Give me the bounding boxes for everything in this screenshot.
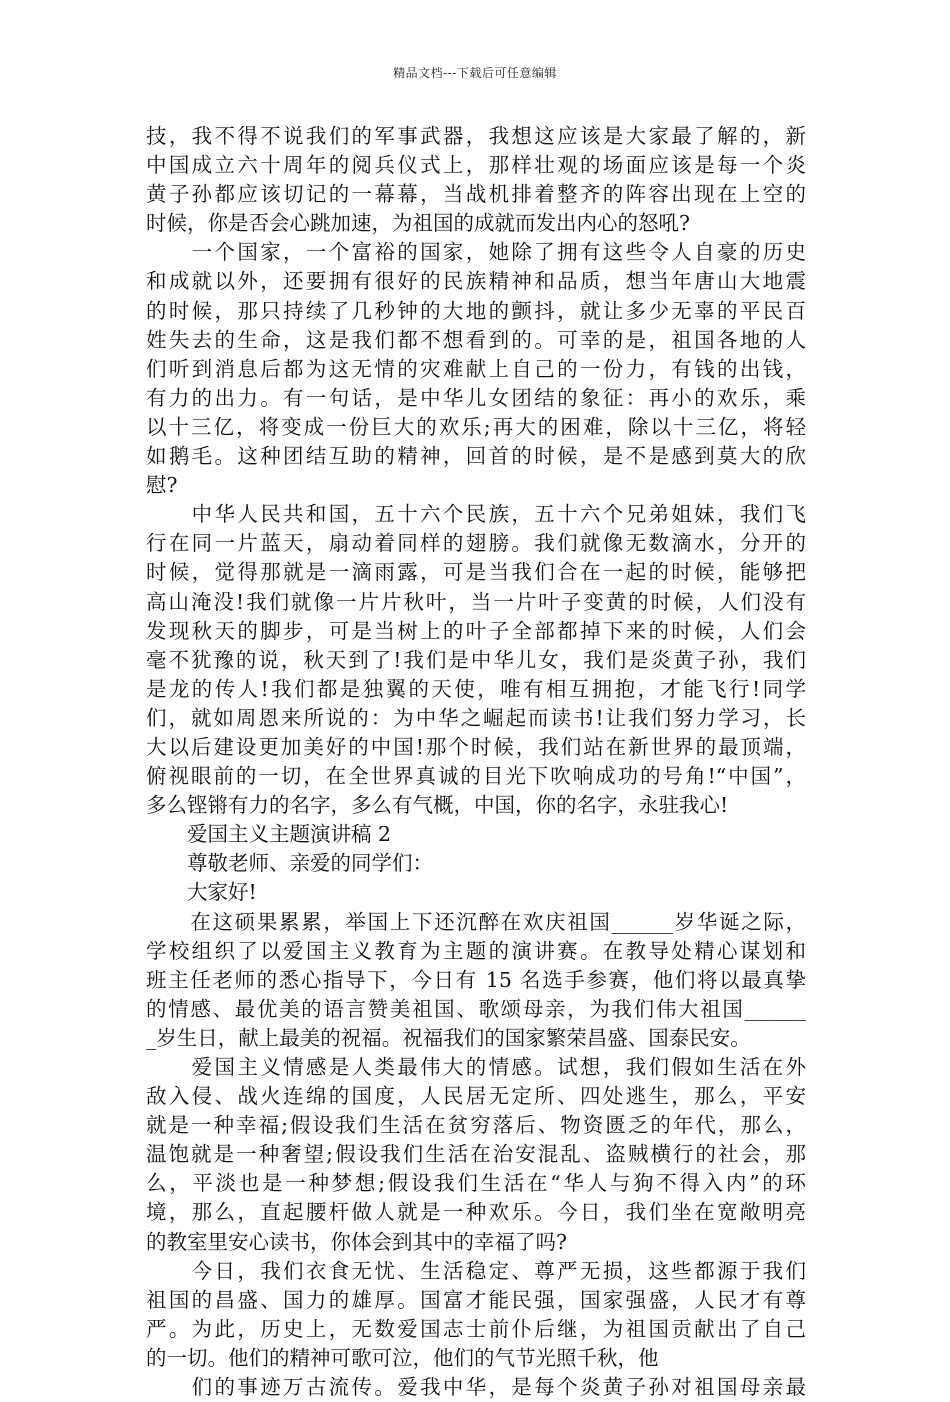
text-line: 敌入侵、战火连绵的国度，人民居无定所、四处逃生，那么，平安 — [146, 1084, 806, 1109]
text-line: 毫不犹豫的说，秋天到了!我们是中华儿女，我们是炎黄子孙，我们 — [146, 647, 806, 672]
text-line: 们，就如周恩来所说的：为中华之崛起而读书!让我们努力学习，长 — [146, 705, 806, 730]
text-line: 的情感、最优美的语言赞美祖国、歌颂母亲，为我们伟大祖国______ — [146, 996, 806, 1021]
text-line: 一个国家，一个富裕的国家，她除了拥有这些令人自豪的历史 — [146, 240, 806, 265]
text-line: _岁生日，献上最美的祝福。祝福我们的国家繁荣昌盛、国泰民安。 — [146, 1025, 751, 1050]
text-line: 爱国主义主题演讲稿 2 — [146, 822, 392, 847]
text-line: 慰? — [146, 473, 178, 498]
text-line: 时候，你是否会心跳加速，为祖国的成就而发出内心的怒吼? — [146, 211, 690, 236]
text-line: 是龙的传人!我们都是独翼的天使，唯有相互拥抱，才能飞行!同学 — [146, 676, 806, 701]
text-line: 就是一种幸福;假设我们生活在贫穷落后、物资匮乏的年代，那么， — [146, 1113, 806, 1138]
page-header: 精品文档---下载后可任意编辑 — [393, 66, 557, 80]
text-line: 在这硕果累累，举国上下还沉醉在欢庆祖国______岁华诞之际， — [146, 909, 806, 934]
text-line: 黄子孙都应该切记的一幕幕，当战机排着整齐的阵容出现在上空的 — [146, 182, 806, 207]
text-line: 技，我不得不说我们的军事武器，我想这应该是大家最了解的，新 — [146, 124, 806, 148]
text-line: 时候，觉得那就是一滴雨露，可是当我们合在一起的时候，能够把 — [146, 560, 806, 585]
text-line: 行在同一片蓝天，扇动着同样的翅膀。我们就像无数滴水，分开的 — [146, 531, 806, 556]
text-line: 大家好! — [146, 880, 257, 905]
text-line: 以十三亿，将变成一份巨大的欢乐;再大的困难，除以十三亿，将轻 — [146, 414, 806, 439]
text-line: 今日，我们衣食无忧、生活稳定、尊严无损，这些都源于我们 — [146, 1258, 806, 1283]
text-line: 中华人民共和国，五十六个民族，五十六个兄弟姐妹，我们飞 — [146, 502, 806, 527]
text-line: 的教室里安心读书，你体会到其中的幸福了吗? — [146, 1229, 567, 1254]
text-line: 中国成立六十周年的阅兵仪式上，那样壮观的场面应该是每一个炎 — [146, 153, 806, 178]
text-line: 们听到消息后都为这无情的灾难献上自己的一份力，有钱的出钱， — [146, 356, 806, 381]
text-line: 么，平淡也是一种梦想;假设我们生活在“华人与狗不得入内”的环 — [146, 1171, 806, 1196]
text-line: 多么铿锵有力的名字，多么有气概，中国，你的名字，永驻我心! — [146, 793, 729, 818]
text-line: 有力的出力。有一句话，是中华儿女团结的象征：再小的欢乐，乘 — [146, 385, 806, 410]
text-line: 祖国的昌盛、国力的雄厚。国富才能民强，国家强盛，人民才有尊 — [146, 1287, 806, 1312]
text-line: 学校组织了以爱国主义教育为主题的演讲赛。在教导处精心谋划和 — [146, 938, 806, 963]
text-line: 如鹅毛。这种团结互助的精神，回首的时候，是不是感到莫大的欣 — [146, 444, 806, 469]
document-body — [146, 122, 806, 1402]
text-line: 境，那么，直起腰杆做人就是一种欢乐。今日，我们坐在宽敞明亮 — [146, 1200, 806, 1225]
text-line: 们的事迹万古流传。爱我中华，是每个炎黄子孙对祖国母亲最 — [146, 1375, 806, 1400]
text-line: 的时候，那只持续了几秒钟的大地的颤抖，就让多少无辜的平民百 — [146, 298, 806, 323]
text-line: 的一切。他们的精神可歌可泣，他们的气节光照千秋，他 — [146, 1345, 659, 1370]
text-line: 爱国主义情感是人类最伟大的情感。试想，我们假如生活在外 — [146, 1055, 806, 1079]
text-line: 尊敬老师、亲爱的同学们： — [146, 851, 433, 876]
text-line: 严。为此，历史上，无数爱国志士前仆后继，为祖国贡献出了自己 — [146, 1316, 806, 1341]
text-line: 高山淹没!我们就像一片片秋叶，当一片叶子变黄的时候，人们没有 — [146, 589, 806, 614]
text-line: 大以后建设更加美好的中国!那个时候，我们站在新世界的最顶端， — [146, 734, 806, 759]
text-line: 俯视眼前的一切，在全世界真诚的目光下吹响成功的号角!“中国”， — [146, 764, 806, 789]
text-line: 发现秋天的脚步，可是当树上的叶子全部都掉下来的时候，人们会 — [146, 618, 806, 643]
text-line: 班主任老师的悉心指导下，今日有 15 名选手参赛，他们将以最真挚 — [146, 967, 806, 992]
text-line: 温饱就是一种奢望;假设我们生活在治安混乱、盗贼横行的社会，那 — [146, 1142, 806, 1167]
text-line: 和成就以外，还要拥有很好的民族精神和品质，想当年唐山大地震 — [146, 269, 806, 294]
text-line: 姓失去的生命，这是我们都不想看到的。可幸的是，祖国各地的人 — [146, 327, 806, 352]
